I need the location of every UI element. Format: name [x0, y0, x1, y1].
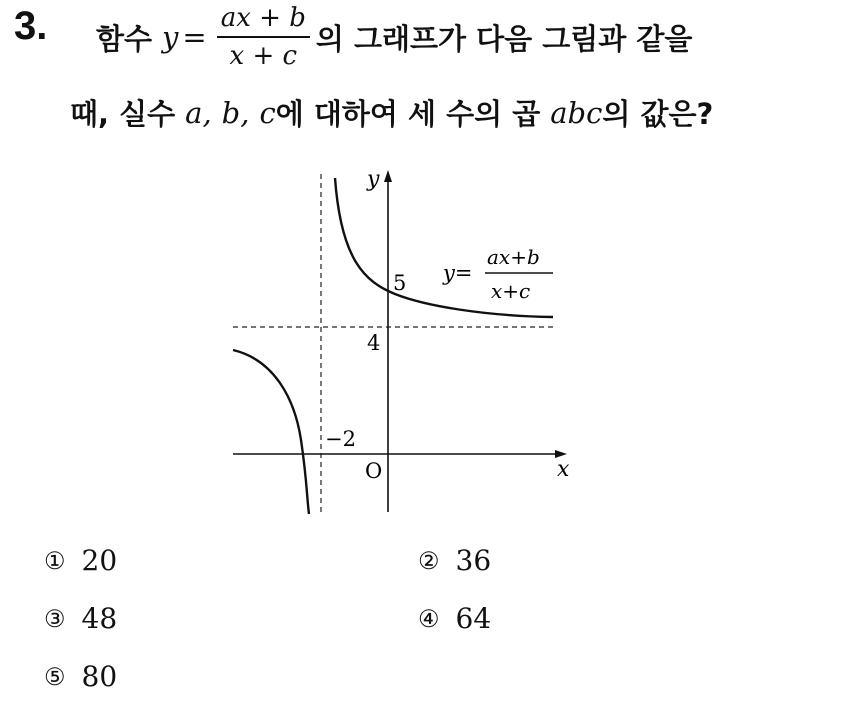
- curve-left-branch: [233, 350, 309, 514]
- variable-b: b,: [221, 95, 250, 130]
- choice-value: 64: [455, 602, 492, 635]
- question-line-1: [96, 2, 692, 72]
- variable-a: a,: [185, 95, 212, 130]
- choice-value: 20: [81, 544, 118, 577]
- fraction-denominator: x + c: [229, 41, 298, 71]
- question-number: 3.: [14, 4, 48, 48]
- question-line2-lead: 때, 실수: [70, 97, 176, 131]
- fraction-numerator: ax + b: [217, 2, 310, 38]
- question-line-2: [70, 92, 713, 133]
- y-axis-arrow: [384, 170, 392, 182]
- choice-value: 36: [455, 544, 492, 577]
- question-line2-mid: 에 대하여 세 수의 곱: [275, 97, 541, 131]
- choice-mark: ③: [44, 604, 66, 633]
- equals-sign: =: [182, 20, 207, 54]
- choice-1[interactable]: [44, 544, 117, 577]
- variable-c: c: [259, 95, 276, 130]
- y-intercept-label: 5: [393, 271, 407, 295]
- horizontal-asymptote-label: 4: [367, 331, 381, 355]
- curve-label-denominator: x+c: [491, 279, 531, 303]
- curve-label-lhs: y=: [443, 261, 473, 285]
- choice-4[interactable]: [418, 602, 491, 635]
- choice-2[interactable]: [418, 544, 491, 577]
- product-abc: abc: [550, 95, 603, 130]
- choice-value: 48: [81, 602, 118, 635]
- function-graph: [225, 160, 585, 520]
- function-y: y: [162, 20, 179, 54]
- question-lead-text: 함수: [96, 21, 153, 56]
- choice-value: 80: [81, 660, 118, 693]
- question-tail-text: 의 그래프가 다음 그림과 같을: [315, 21, 693, 56]
- choice-mark: ①: [44, 546, 66, 575]
- choice-mark: ④: [418, 604, 440, 633]
- vertical-asymptote-label: −2: [325, 427, 356, 451]
- origin-label: O: [365, 459, 383, 483]
- function-fraction: [217, 2, 310, 72]
- axis-label-x: x: [557, 457, 570, 482]
- curve-label-numerator: ax+b: [487, 245, 540, 269]
- choice-mark: ⑤: [44, 662, 66, 691]
- choice-5[interactable]: [44, 660, 117, 693]
- choice-3[interactable]: [44, 602, 117, 635]
- choice-mark: ②: [418, 546, 440, 575]
- axis-label-y: y: [367, 167, 380, 192]
- question-line2-tail: 의 값은?: [602, 97, 714, 131]
